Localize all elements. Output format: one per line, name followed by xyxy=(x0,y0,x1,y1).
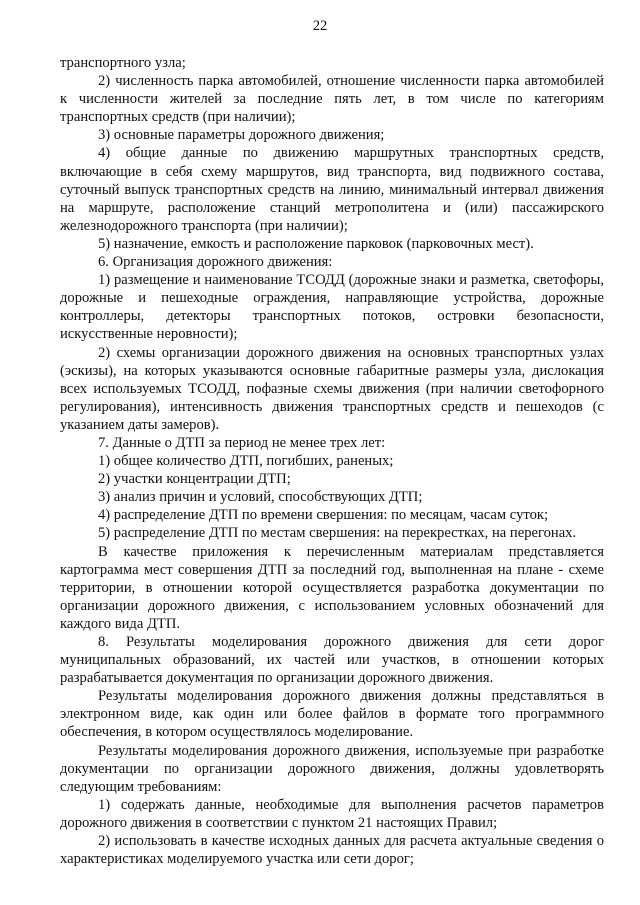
list-item-parking: 5) назначение, емкость и расположение парковок (парковочных мест). xyxy=(98,235,534,252)
list-item-calculation-data: 1) содержать данные, необходимые для выполнения расчетов параметров дорожного движения в соответствии с пунктом 21 настоящих Правил; xyxy=(60,796,604,831)
section-heading-accident-data: 7. Данные о ДТП за период не менее трех лет: xyxy=(98,434,386,451)
page-number: 22 xyxy=(312,18,328,34)
paragraph-modeling-requirements: Результаты моделирования дорожного движения, используемые при разработке документации по организации дорожного движения, должны удовлетворять следующим требованиям: xyxy=(60,742,604,795)
list-item-junction-schemes: 2) схемы организации дорожного движения на основных транспортных узлах (эскизы), на которых указываются основные габаритные размеры узла, дислокация всех используемых ТСОДД, пофазные схемы движения (при наличии светофорного регулирования), интенсивность движения транспортных средств и пешеходов (с указанием даты замеров). xyxy=(60,344,604,433)
list-item-tsodd-placement: 1) размещение и наименование ТСОДД (дорожные знаки и разметка, светофоры, дорожные и пешеходные ограждения, направляющие устройства, дорожные контроллеры, детекторы транспортных потоков, островки безопасности, искусственные неровности); xyxy=(60,272,604,343)
list-item-accident-totals: 1) общее количество ДТП, погибших, раненых; xyxy=(98,453,394,470)
paragraph-modeling-format: Результаты моделирования дорожного движения должны представляться в электронном виде, как один или более файлов в формате того программного обеспечения, в котором осуществлялось моделирование. xyxy=(60,688,604,741)
list-item-traffic-parameters: 3) основные параметры дорожного движения; xyxy=(98,127,385,144)
list-item-input-data: 2) использовать в качестве исходных данных для расчета актуальные сведения о характеристиках моделируемого участка или сети дорог; xyxy=(60,833,604,868)
list-item-accident-causes: 3) анализ причин и условий, способствующих ДТП; xyxy=(98,489,423,506)
list-item-route-transport: 4) общие данные по движению маршрутных транспортных средств, включающие в себя схему маршрутов, вид транспорта, вид подвижного состава, суточный выпуск транспортных средств на линию, минимальный интервал движения на маршруте, расположение станций метрополитена и (или) пассажирского железнодорожного транспорта (при наличии); xyxy=(60,145,604,234)
paragraph-accident-map: В качестве приложения к перечисленным материалам представляется картограмма мест совершения ДТП за последний год, выполненная на плане - схеме территории, в отношении которой осуществляется разработка документации по организации дорожного движения, с использованием условных обозначений для каждого вида ДТП. xyxy=(60,543,604,632)
list-item-accident-time: 4) распределение ДТП по времени свершения: по месяцам, часам суток; xyxy=(98,507,549,524)
list-item-accident-hotspots: 2) участки концентрации ДТП; xyxy=(98,471,291,488)
section-heading-traffic-organization: 6. Организация дорожного движения: xyxy=(98,254,333,271)
section-heading-modeling-results: 8. Результаты моделирования дорожного движения для сети дорог муниципальных образований, их частей или участков, в отношении которых разрабатывается документация по организации дорожного движения. xyxy=(60,634,604,687)
document-body xyxy=(60,54,604,868)
list-item-accident-location: 5) распределение ДТП по местам свершения: на перекрестках, на перегонах. xyxy=(98,525,577,542)
paragraph-continuation: транспортного узла; xyxy=(60,55,186,71)
list-item-vehicle-fleet: 2) численность парка автомобилей, отношение численности парка автомобилей к численности жителей за последние пять лет, в том числе по категориям транспортных средств (при наличии); xyxy=(60,73,604,126)
